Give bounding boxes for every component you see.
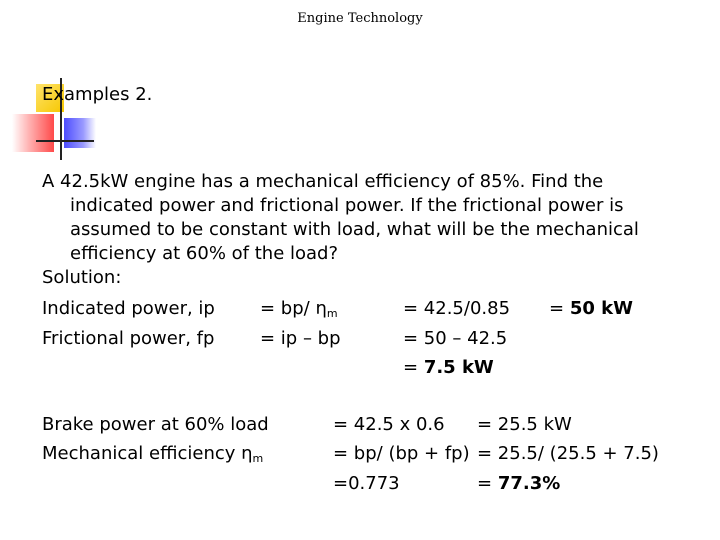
bp60-result: = 25.5 kW [477,414,572,435]
eff-result: = 77.3% [477,473,561,494]
decor-horizontal-line [36,140,94,142]
fp-formula: = ip – bp [260,328,341,349]
decor-blue-square [64,118,96,148]
problem-statement [42,170,639,266]
eff-label: Mechanical efficiency $\eta_m$ [42,443,264,465]
eff-formula: = bp/ (bp + fp) [333,443,470,464]
slide-title: Examples 2. [42,84,153,105]
problem-line-4: efficiency at 60% of the load? [70,243,339,264]
fp-label: Frictional power, fp [42,328,215,349]
bp60-calc: = 42.5 x 0.6 [333,414,445,435]
ip-result: = 50 kW [549,298,633,319]
problem-line-1: A 42.5kW engine has a mechanical efficiency of 85%. Find the [42,171,604,192]
problem-line-2: indicated power and frictional power. If the frictional power is [70,195,624,216]
fp-calc: = 50 – 42.5 [403,328,508,349]
header-title: Engine Technology [297,11,423,26]
problem-line-3: assumed to be constant with load, what will be the mechanical [70,219,639,240]
fp-result: = 7.5 kW [403,357,494,378]
ip-formula: = bp/ $\eta_m$ [260,298,338,320]
ip-calc: = 42.5/0.85 [403,298,511,319]
bp60-label: Brake power at 60% load [42,414,269,435]
solution-label: Solution: [42,267,122,288]
eff-value: =0.773 [333,473,400,494]
ip-label: Indicated power, ip [42,298,215,319]
eff-calc: = 25.5/ (25.5 + 7.5) [477,443,659,464]
decor-red-square [12,114,54,152]
